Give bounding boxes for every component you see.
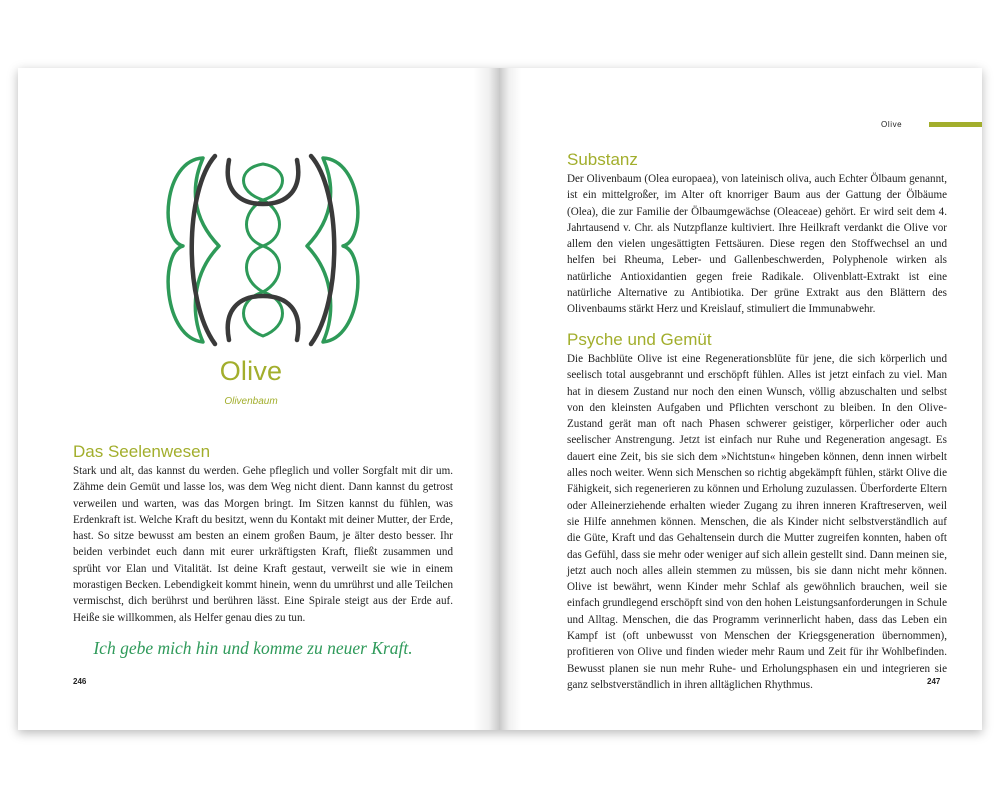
body-text-psyche: Die Bachblüte Olive ist eine Regenerationsblüte für jene, die sich körperlich und seelisch total ausgebrannt und erschöpft fühlen. Alles ist jetzt einfach zu viel. Man hat in diesem Zustand nur noch den einen Wunsch, völlig abzuschalten und selbst von den kleinsten Aufgaben und Pflichten verschont zu bleiben. In den Olive-Zustand gerät man oft nach Phasen schwerer geistiger, körperlicher oder auch seelischer Anstrengung. Jetzt ist einfach nur Ruhe und Regeneration angesagt. Es dauert eine Zeit, bis sie sich dem »Nichtstun« hingeben können, denn innen wirbelt alles noch weiter. Wenn sich Menschen so richtig abgekämpft fühlen, stärkt Olive die Fähigkeit, sich regenerieren zu können und Erholung zuzulassen. Überforderte Eltern oder Alleinerziehende erhalten wieder Zugang zu ihren inneren Kraftreserven, weil sie Hilfe annehmen können. Menschen, die als Kinder nicht selbstverständlich auf die Güte, Kraft und das Gehaltensein durch die Mutter zugreifen konnten, haben oft das Gefühl, dass sie mehr oder weniger auf sich allein gestellt sind. Dann meinen sie, jetzt auch noch alles allein stemmen zu müssen, bis sie dann nicht mehr können. Olive ist bewährt, wenn Kinder mehr Schlaf als gewöhnlich brauchen, weil sie einfach grundlegend erschöpft sind von den hohen Leistungsanforderungen in Schule und Alltag. Menschen, die das Programm verinnerlicht haben, dass das Leben ein Kampf ist (oft unbewusst von Menschen der Kriegsgeneration übernommen), profitieren von Olive und finden wieder mehr Raum und Zeit für ihr Wohlbefinden. Bewusst planen sie nun mehr Ruhe- und Erholungsphasen ein und integrieren sie ganz selbstverständlich in ihren alltäglichen Rhythmus.: [567, 353, 947, 691]
left-page: [18, 68, 499, 730]
olive-emblem-icon: [163, 150, 363, 350]
page-number-left: 246: [73, 677, 87, 686]
page-title: Olive: [219, 356, 283, 386]
affirmation-quote: Ich gebe mich hin und komme zu neuer Kraft.: [93, 638, 413, 658]
right-page: [499, 68, 982, 730]
section-heading-substanz: Substanz: [567, 150, 638, 169]
body-text-substanz: Der Olivenbaum (Olea europaea), von lateinisch oliva, auch Echter Ölbaum genannt, ist ein mittelgroßer, im Alter oft knorriger Baum aus der Gattung der Ölbäume (Olea), die zur Familie der Ölbaumgewächse (Oleaceae) gehört. Er wird seit dem 4. Jahrtausend v. Chr. als Nutzpflanze kultiviert. Ihre Heilkraft verdankt die Olive vor allem den vielen ungesättigten Fettsäuren. Diese regen den Stoffwechsel an und helfen bei Rheuma, Leber- und Gallenbeschwerden, Polyphenole wirken als natürliche Antioxidantien gegen freie Radikale. Olivenblatt-Extrakt ist eine natürliche Alternative zu Antibiotika. Der grüne Extrakt aus den Blättern des Olivenbaums stärkt Herz und Kreislauf, stimuliert die Immunabwehr.: [567, 173, 947, 316]
page-subtitle: Olivenbaum: [224, 396, 278, 407]
page-number-right: 247: [927, 677, 941, 686]
right-gutter-shadow: [499, 68, 521, 730]
book-spread: [18, 68, 982, 730]
section-heading-seelenwesen: Das Seelenwesen: [73, 442, 211, 461]
running-head: Olive: [881, 120, 903, 129]
body-text-seelenwesen: Stark und alt, das kannst du werden. Gehe pfleglich und voller Sorgfalt mit dir um. Zähme dein Gemüt und lasse los, was dem Weg nicht dient. Dann kannst du getrost verweilen und warten, was das Morgen bringt. Im Sitzen kannst du fühlen, was Erdenkraft ist. Welche Kraft du besitzt, wenn du Kontakt mit deiner Mutter, der Erde, hast. So sitze bewusst am besten an einem großen Baum, je älter desto besser. Ihr beiden verbindet euch dann mit eurer urkräftigsten Kraft, fließt zusammen und sprüht vor Elan und Vitalität. Ist deine Kraft gestaut, verweilt sie wie in einem morastigen Becken. Lebendigkeit kommt hinein, wenn du umrührst und alle Teilchen vermischst, dich berührst und berühren lässt. Eine Spirale steigt aus der Erde auf. Heiße sie willkommen, als Helfer genau dies zu tun.: [73, 465, 453, 624]
running-head-bar: [929, 122, 982, 127]
section-heading-psyche: Psyche und Gemüt: [567, 330, 712, 349]
